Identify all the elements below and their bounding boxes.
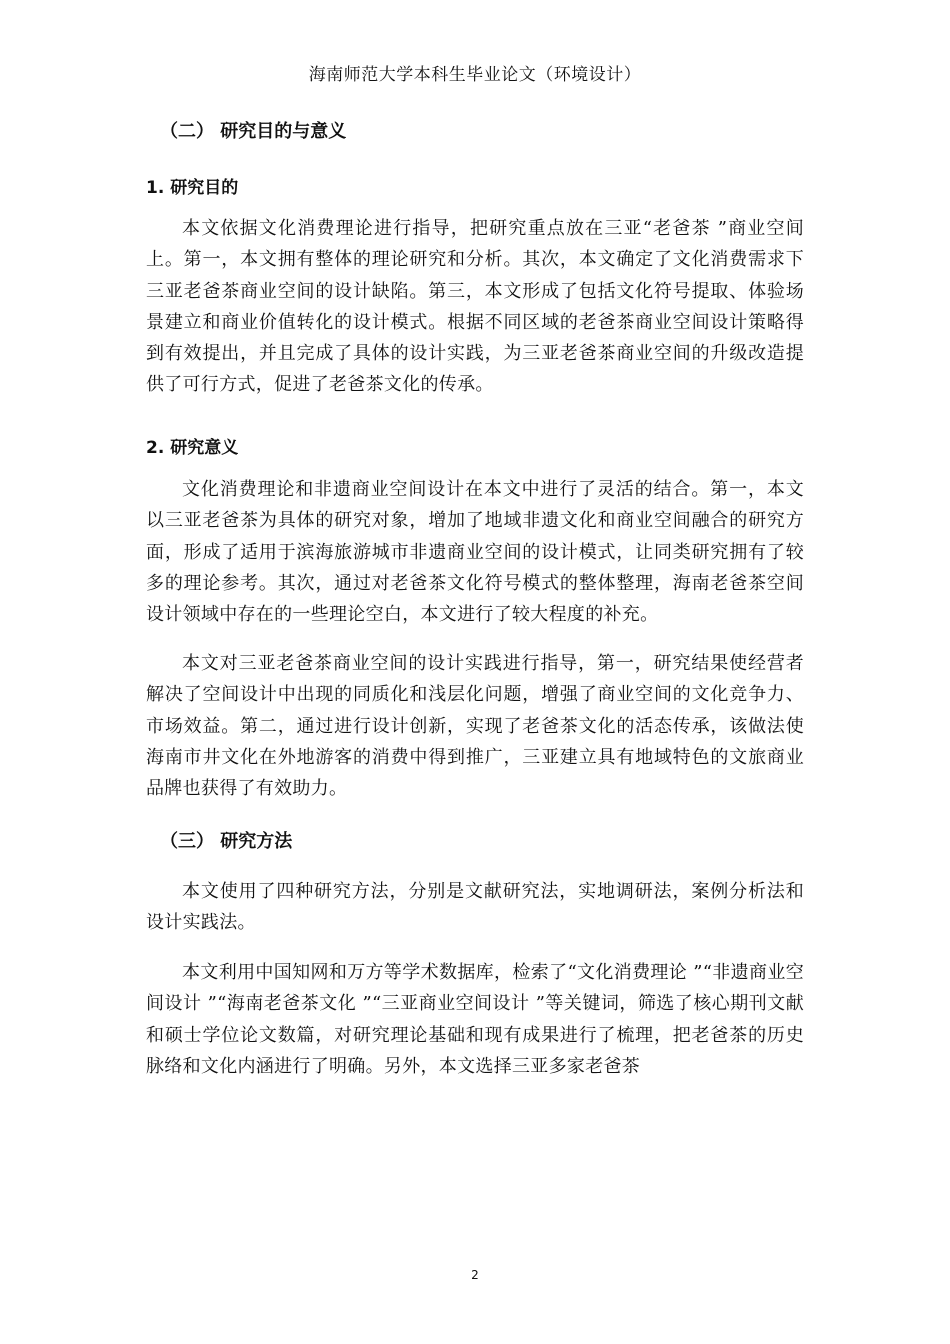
subheading-research-significance: 2. 研究意义 bbox=[146, 438, 239, 458]
page-number: 2 bbox=[471, 1268, 479, 1282]
paragraph-significance-practice: 本文对三亚老爸茶商业空间的设计实践进行指导，第一，研究结果使经营者解决了空间设计中出现的同质化和浅层化问题，增强了商业空间的文化竞争力、市场效益。第二，通过进行设计创新，实现了老爸茶文化的活态传承，该做法使海南市井文化在外地游客的消费中得到推广，三亚建立具有地域特色的文旅商业品牌也获得了有效助力。 bbox=[146, 653, 804, 800]
running-header: 海南师范大学本科生毕业论文（环境设计） bbox=[308, 65, 642, 85]
paragraph-literature-research: 本文利用中国知网和万方等学术数据库，检索了“文化消费理论 ”“非遗商业空间设计 ”“海南老爸茶文化 ”“三亚商业空间设计 ”等关键词，筛选了核心期刊文献和硕士学位论文数篇，对研究理论基础和现有成果进行了梳理，把老爸茶的历史脉络和文化内涵进行了明确。另外，本文选择三亚多家老爸茶 bbox=[146, 962, 804, 1077]
paragraph-significance-theory: 文化消费理论和非遗商业空间设计在本文中进行了灵活的结合。第一，本文以三亚老爸茶为具体的研究对象，增加了地域非遗文化和商业空间融合的研究方面，形成了适用于滨海旅游城市非遗商业空间的设计模式，让同类研究拥有了较多的理论参考。其次，通过对老爸茶文化符号模式的整体整理，海南老爸茶空间设计领域中存在的一些理论空白，本文进行了较大程度的补充。 bbox=[146, 479, 804, 626]
section-heading-research-methods: （三） 研究方法 bbox=[160, 831, 293, 852]
subheading-research-purpose: 1. 研究目的 bbox=[146, 178, 239, 198]
paragraph-research-purpose: 本文依据文化消费理论进行指导，把研究重点放在三亚“老爸茶 ”商业空间上。第一，本文拥有整体的理论研究和分析。其次，本文确定了文化消费需求下三亚老爸茶商业空间的设计缺陷。第三，本文形成了包括文化符号提取、体验场景建立和商业价值转化的设计模式。根据不同区域的老爸茶商业空间设计策略得到有效提出，并且完成了具体的设计实践，为三亚老爸茶商业空间的升级改造提供了可行方式，促进了老爸茶文化的传承。 bbox=[146, 218, 804, 396]
paragraph-methods-overview: 本文使用了四种研究方法，分别是文献研究法，实地调研法，案例分析法和设计实践法。 bbox=[146, 881, 804, 934]
section-heading-purpose-significance: （二） 研究目的与意义 bbox=[160, 121, 347, 142]
